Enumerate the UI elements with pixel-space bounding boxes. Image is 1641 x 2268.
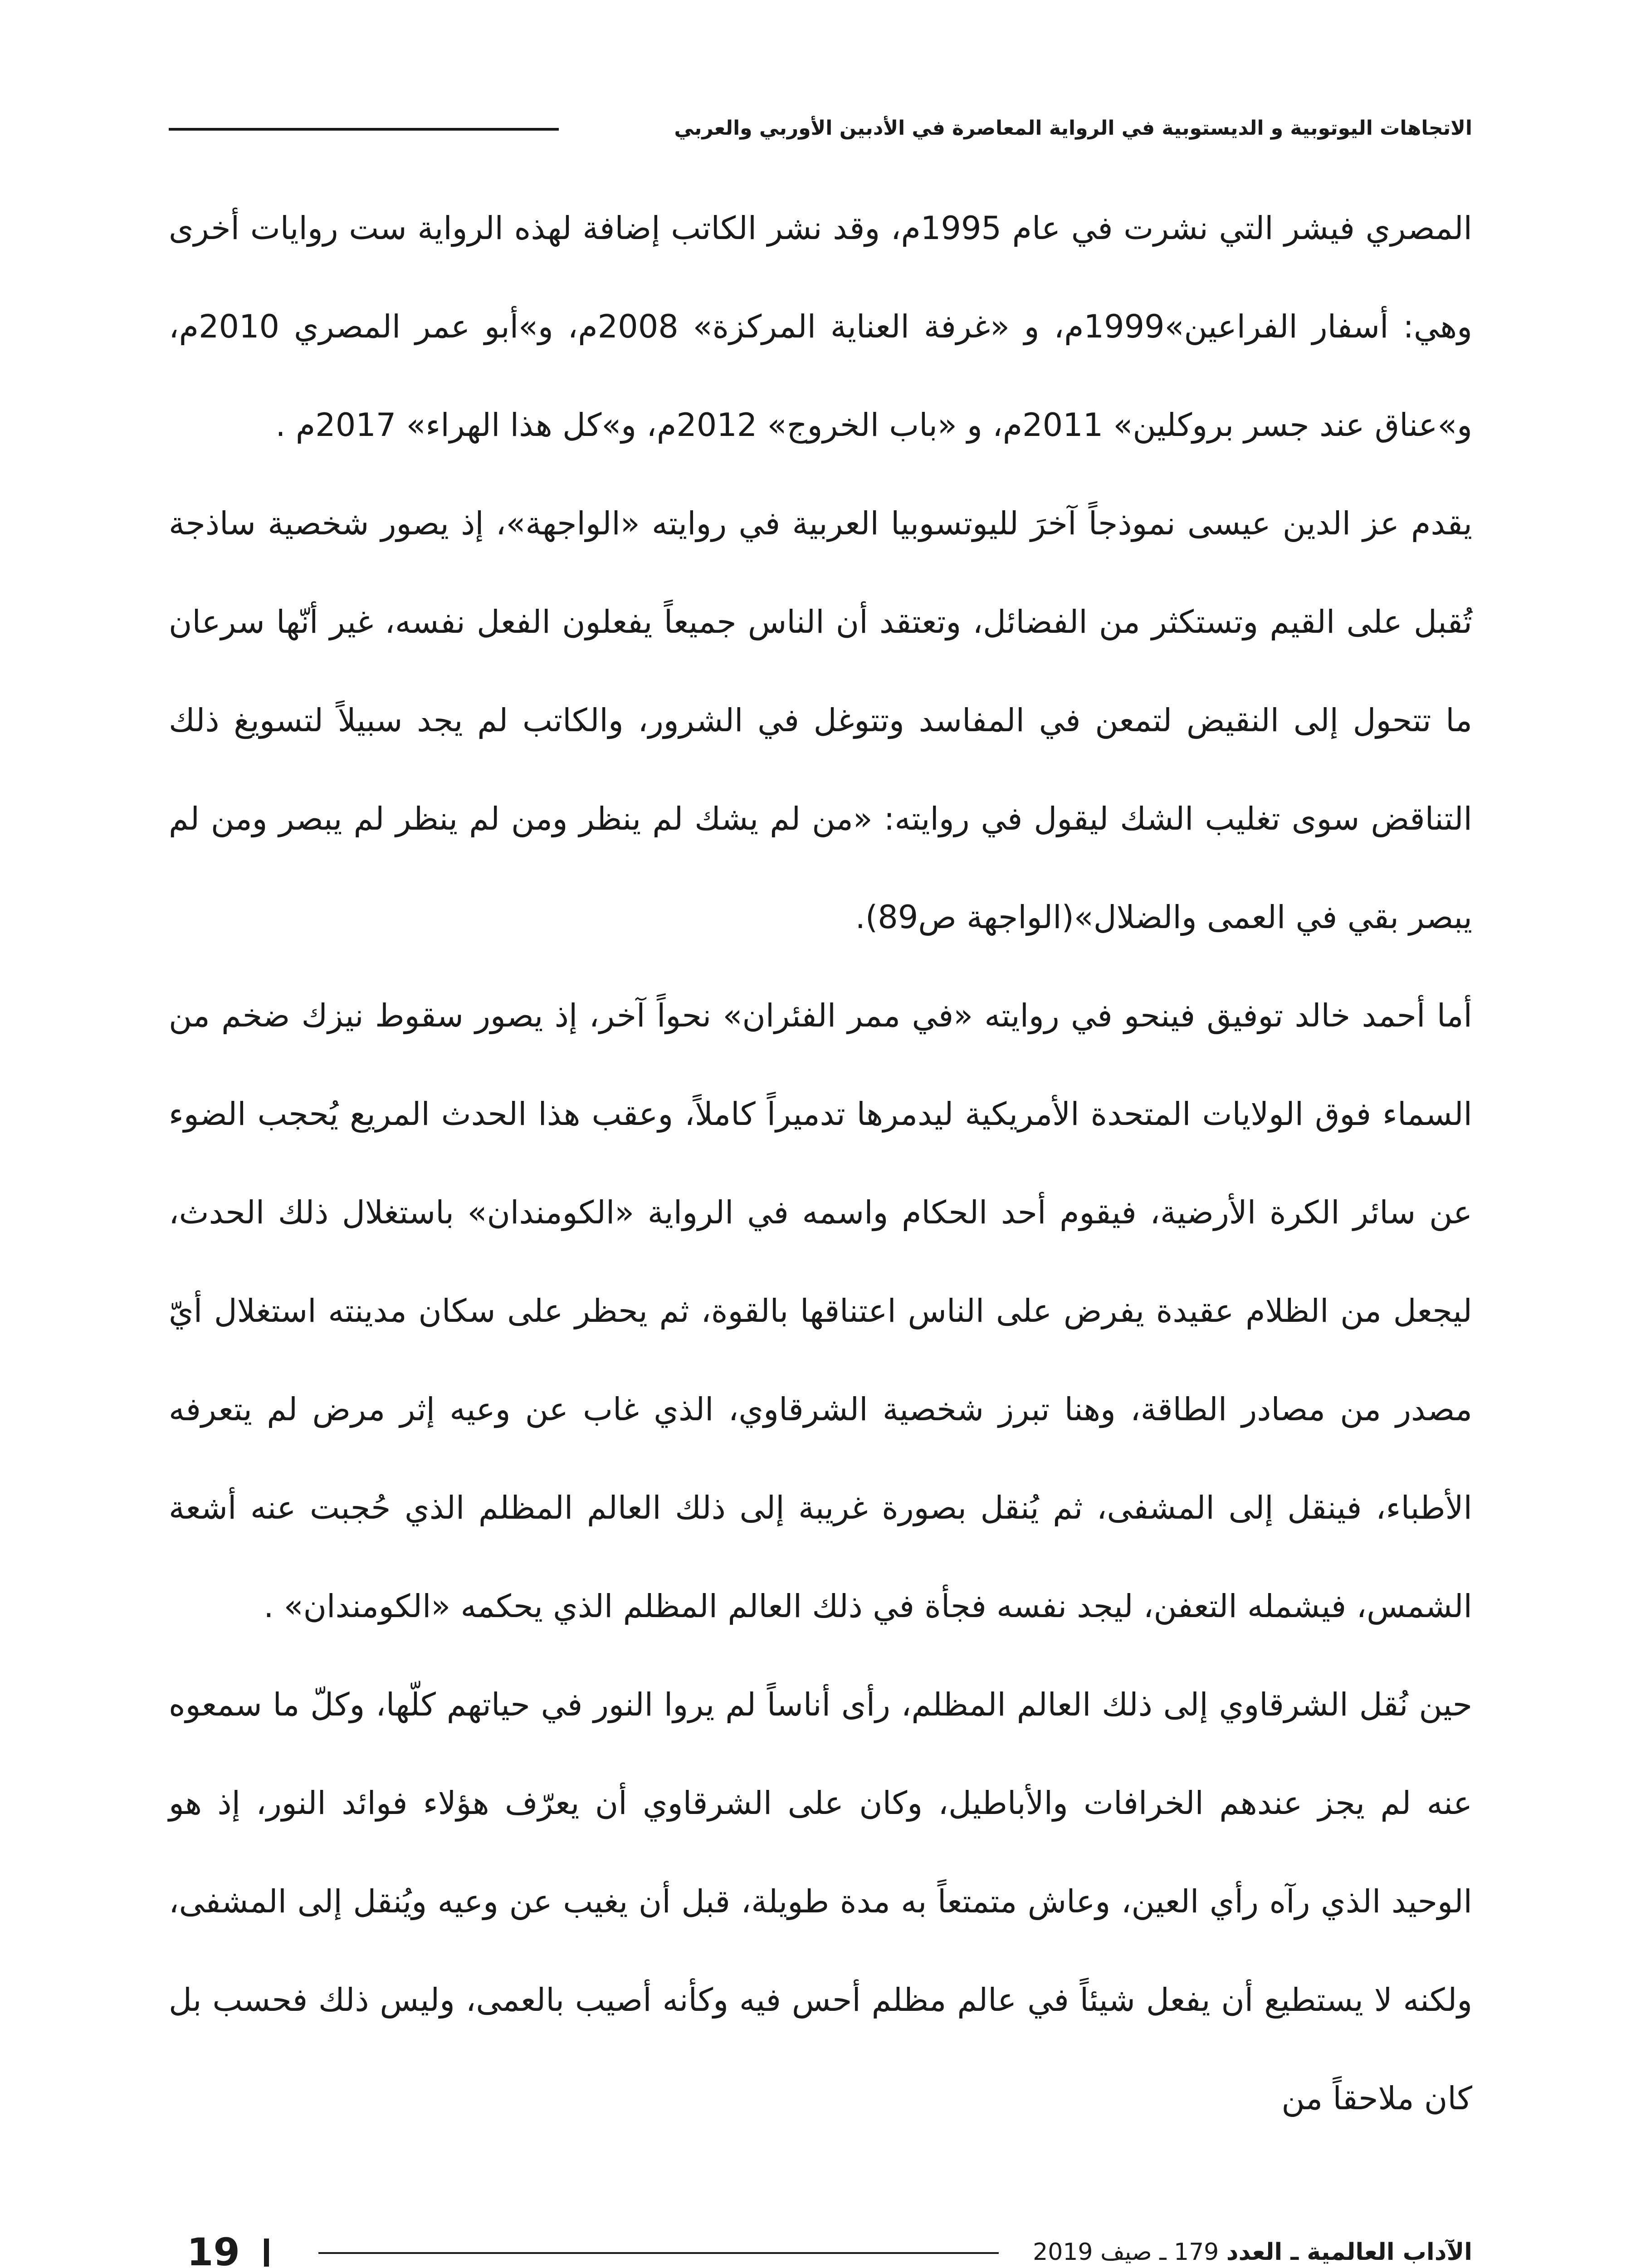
running-header [169, 108, 1472, 149]
journal-name: الآداب العالمية ـ العدد [1226, 2239, 1472, 2266]
paragraph-3: أما أحمد خالد توفيق فينحو في روايته «في ممر الفئران» نحواً آخر، إذ يصور سقوط نيزك ضخم من السماء فوق الولايات المتحدة الأمريكية ليدمرها تدميراً كاملاً، وعقب هذا الحدث المريع يُحجب الضوء عن سائر الكرة الأرضية، فيقوم أحد الحكام واسمه في الرواية «الكومندان» باستغلال ذلك الحدث، ليجعل من الظلام عقيدة يفرض على الناس اعتناقها بالقوة، ثم يحظر على سكان مدينته استغلال أيّ مصدر من مصادر الطاقة، وهنا تبرز شخصية الشرقاوي، الذي غاب عن وعيه إثر مرض لم يتعرفه الأطباء، فينقل إلى المشفى، ثم يُنقل بصورة غريبة إلى ذلك العالم المظلم الذي حُجبت عنه أشعة الشمس، فيشمله التعفن، ليجد نفسه فجأة في ذلك العالم المظلم الذي يحكمه «الكومندان» . [169, 997, 1472, 1625]
footer-journal-info [1033, 2225, 1472, 2268]
issue-info: 179 ـ صيف 2019 [1033, 2239, 1226, 2266]
body-text [169, 179, 1472, 2148]
page-footer [169, 2225, 1472, 2268]
paragraph-2: يقدم عز الدين عيسى نموذجاً آخرَ لليوتسوبيا العربية في روايته «الواجهة»، إذ يصور شخصية ساذجة تُقبل على القيم وتستكثر من الفضائل، وتعتقد أن الناس جميعاً يفعلون الفعل نفسه، غير أنّها سرعان ما تتحول إلى النقيض لتمعن في المفاسد وتتوغل في الشرور، والكاتب لم يجد سبيلاً لتسويغ ذلك التناقض سوى تغليب الشك ليقول في روايته: «من لم يشك لم ينظر ومن لم ينظر لم يبصر ومن لم يبصر بقي في العمى والضلال»(الواجهة ص89). [169, 505, 1472, 936]
header-rule [169, 128, 559, 131]
page-number: 19 [187, 2230, 240, 2268]
paragraph-1: المصري فيشر التي نشرت في عام 1995م، وقد نشر الكاتب إضافة لهذه الرواية ست روايات أخرى وهي: أسفار الفراعين»1999م، و «غرفة العناية المركزة» 2008م، و»أبو عمر المصري 2010م، و»عناق عند جسر بروكلين» 2011م، و «باب الخروج» 2012م، و»كل هذا الهراء» 2017م . [169, 210, 1472, 444]
footer-separator-bar [264, 2239, 269, 2267]
paragraph-4: حين نُقل الشرقاوي إلى ذلك العالم المظلم، رأى أناساً لم يروا النور في حياتهم كلّها، وكلّ ما سمعوه عنه لم يجز عندهم الخرافات والأباطيل، وكان على الشرقاوي أن يعرّف هؤلاء فوائد النور، إذ هو الوحيد الذي رآه رأي العين، وعاش متمتعاً به مدة طويلة، قبل أن يغيب عن وعيه ويُنقل إلى المشفى، ولكنه لا يستطيع أن يفعل شيئاً في عالم مظلم أحس فيه وكأنه أصيب بالعمى، وليس ذلك فحسب بل كان ملاحقاً من [169, 1686, 1472, 2117]
running-title: الاتجاهات اليوتوبية و الديستوبية في الرواية المعاصرة في الأدبين الأوربي والعربي [674, 117, 1472, 140]
footer-rule [318, 2252, 999, 2254]
